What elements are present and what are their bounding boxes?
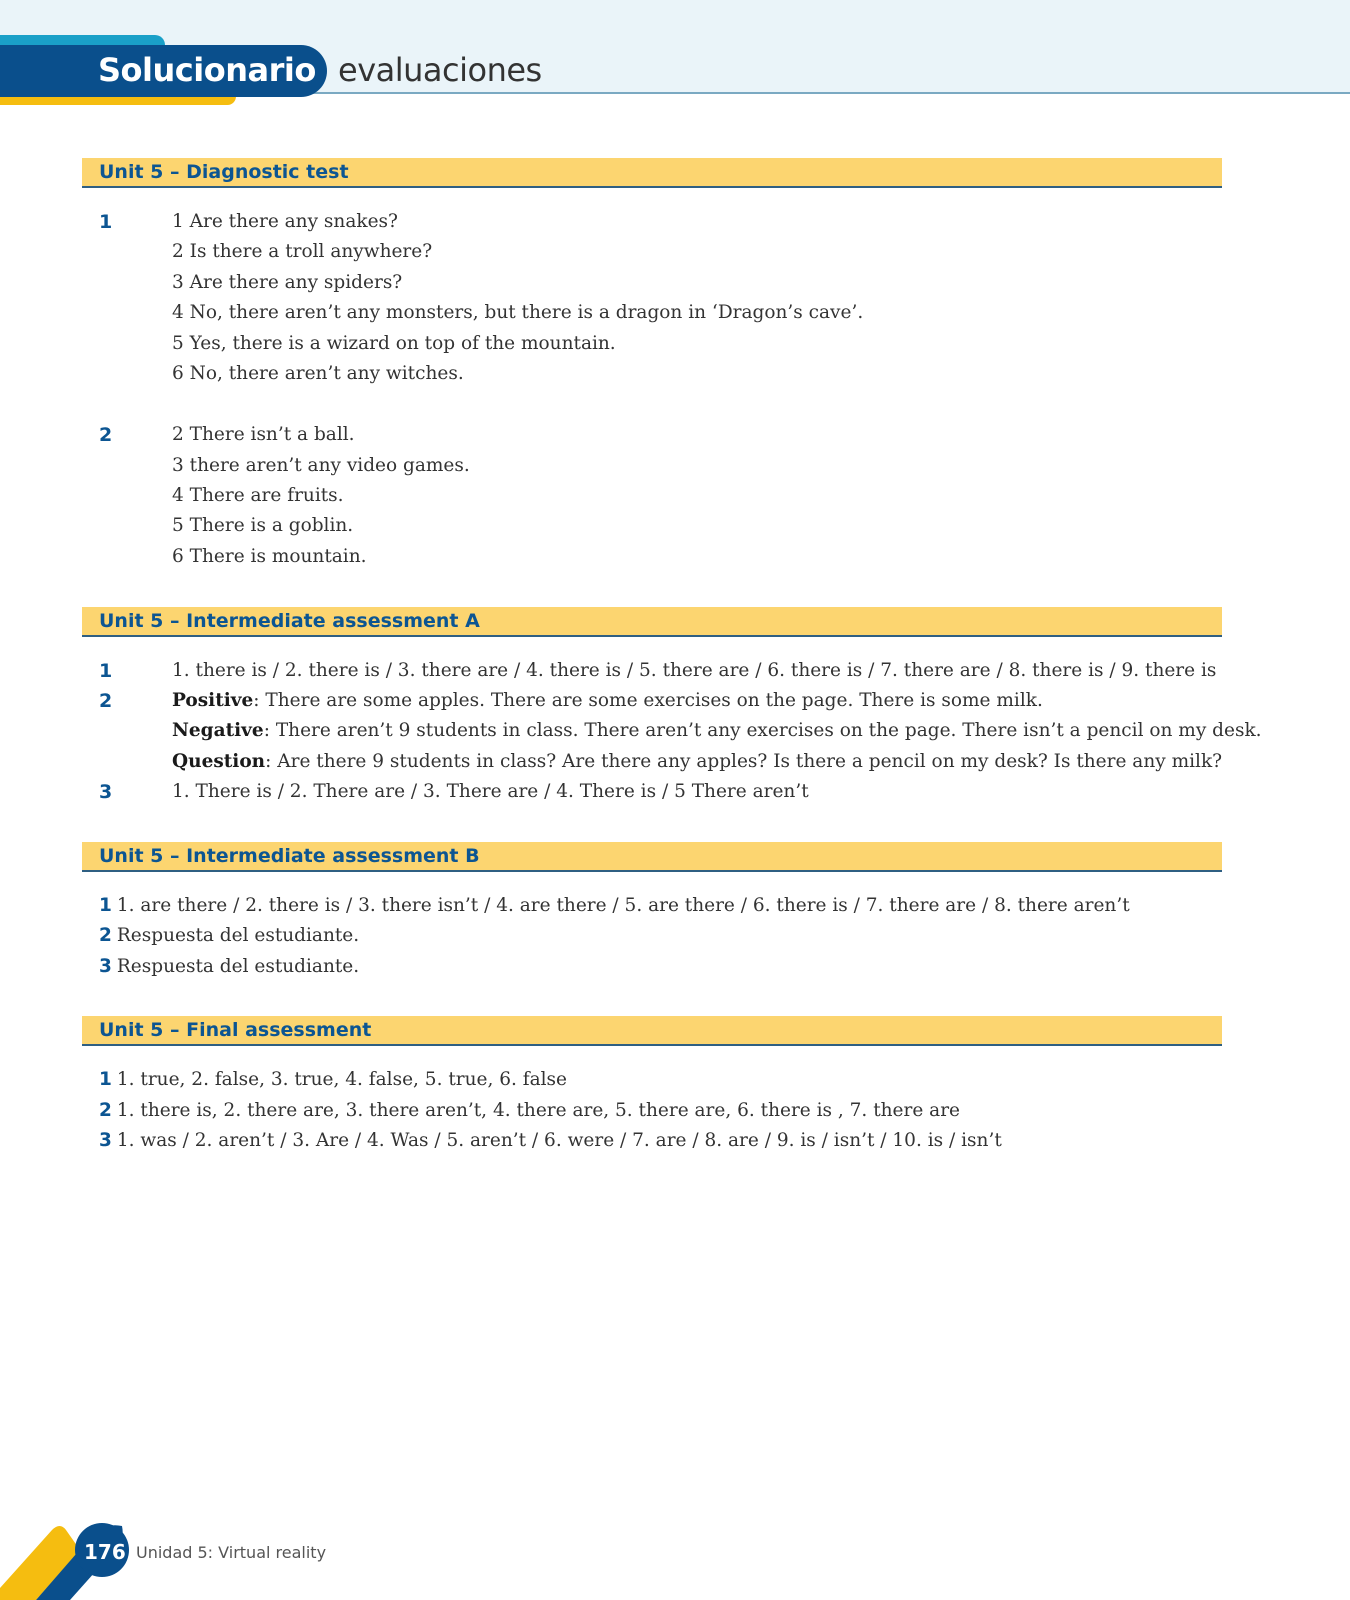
positive-text: : There are some apples. There are some exercises on the page. There is some milk. [253, 690, 1043, 711]
negative-text: : There aren’t 9 students in class. There aren’t any exercises on the page. There isn’t a pencil on my desk. [263, 720, 1262, 741]
answer-line [99, 924, 359, 948]
positive-label: Positive [172, 690, 254, 711]
answer-text: 1. was / 2. aren’t / 3. Are / 4. Was / 5. aren’t / 6. were / 7. are / 8. are / 9. is / isn’t / 10. is / isn’t [116, 1130, 1002, 1151]
question-number: 1 [99, 1069, 112, 1090]
page-subtitle: evaluaciones [338, 51, 542, 89]
answer-line: 1 Are there any snakes? [172, 211, 398, 232]
answer-line-negative [172, 719, 1262, 743]
answer-line: 2 Is there a troll anywhere? [172, 241, 433, 262]
question-number: 3 [99, 1130, 112, 1151]
answer-line-positive [172, 689, 1043, 713]
answer-text: 1. true, 2. false, 3. true, 4. false, 5. true, 6. false [116, 1069, 567, 1090]
question-number: 2 [99, 1100, 112, 1121]
question-number: 2 [99, 690, 113, 712]
section-title: Unit 5 – Diagnostic test [99, 161, 349, 183]
question-label: Question [172, 751, 266, 772]
answer-text: Respuesta del estudiante. [116, 956, 360, 977]
section-header-intermediate-a [82, 607, 1222, 637]
answer-line: 1. There is / 2. There are / 3. There are / 4. There is / 5 There aren’t [172, 781, 809, 802]
answer-line: 6 There is mountain. [172, 546, 367, 567]
answer-line: 3 Are there any spiders? [172, 272, 403, 293]
answer-line [99, 1068, 567, 1092]
answer-text: 1. there is, 2. there are, 3. there aren’t, 4. there are, 5. there are, 6. there is , 7. there are [116, 1100, 960, 1121]
page-number: 176 [84, 1540, 126, 1564]
section-title: Unit 5 – Final assessment [99, 1019, 372, 1041]
question-number: 1 [99, 211, 113, 233]
question-number: 1 [99, 895, 112, 916]
question-number: 3 [99, 956, 112, 977]
answer-line: 6 No, there aren’t any witches. [172, 363, 464, 384]
answer-text: Respuesta del estudiante. [116, 925, 360, 946]
answer-line: 1. there is / 2. there is / 3. there are / 4. there is / 5. there are / 6. there is / 7. there are / 8. there is / 9. there is [172, 660, 1217, 681]
section-header-intermediate-b [82, 842, 1222, 872]
question-number: 3 [99, 781, 113, 803]
answer-line: 2 There isn’t a ball. [172, 424, 355, 445]
answer-line [99, 1129, 1002, 1153]
question-text: : Are there 9 students in class? Are there any apples? Is there a pencil on my desk? Is there any milk? [265, 751, 1223, 772]
answer-line: 3 there aren’t any video games. [172, 455, 470, 476]
section-header-diagnostic [82, 158, 1222, 188]
question-number: 2 [99, 424, 113, 446]
answer-line: 4 No, there aren’t any monsters, but there is a dragon in ‘Dragon’s cave’. [172, 302, 864, 323]
answer-line-question [172, 750, 1222, 774]
answer-line: 5 Yes, there is a wizard on top of the mountain. [172, 333, 616, 354]
section-title: Unit 5 – Intermediate assessment A [99, 610, 480, 632]
brand-title: Solucionario [98, 51, 316, 89]
question-number: 1 [99, 660, 113, 682]
section-header-final [82, 1016, 1222, 1046]
answer-line: 4 There are fruits. [172, 485, 344, 506]
question-number: 2 [99, 925, 112, 946]
answer-line [99, 955, 359, 979]
answer-line [99, 1099, 960, 1123]
footer-unit-label: Unidad 5: Virtual reality [136, 1543, 327, 1562]
answer-line [99, 894, 1130, 918]
answer-text: 1. are there / 2. there is / 3. there isn’t / 4. are there / 5. are there / 6. there is / 7. there are / 8. there aren’t [116, 895, 1130, 916]
answer-line: 5 There is a goblin. [172, 515, 354, 536]
section-title: Unit 5 – Intermediate assessment B [99, 845, 480, 867]
negative-label: Negative [172, 720, 264, 741]
